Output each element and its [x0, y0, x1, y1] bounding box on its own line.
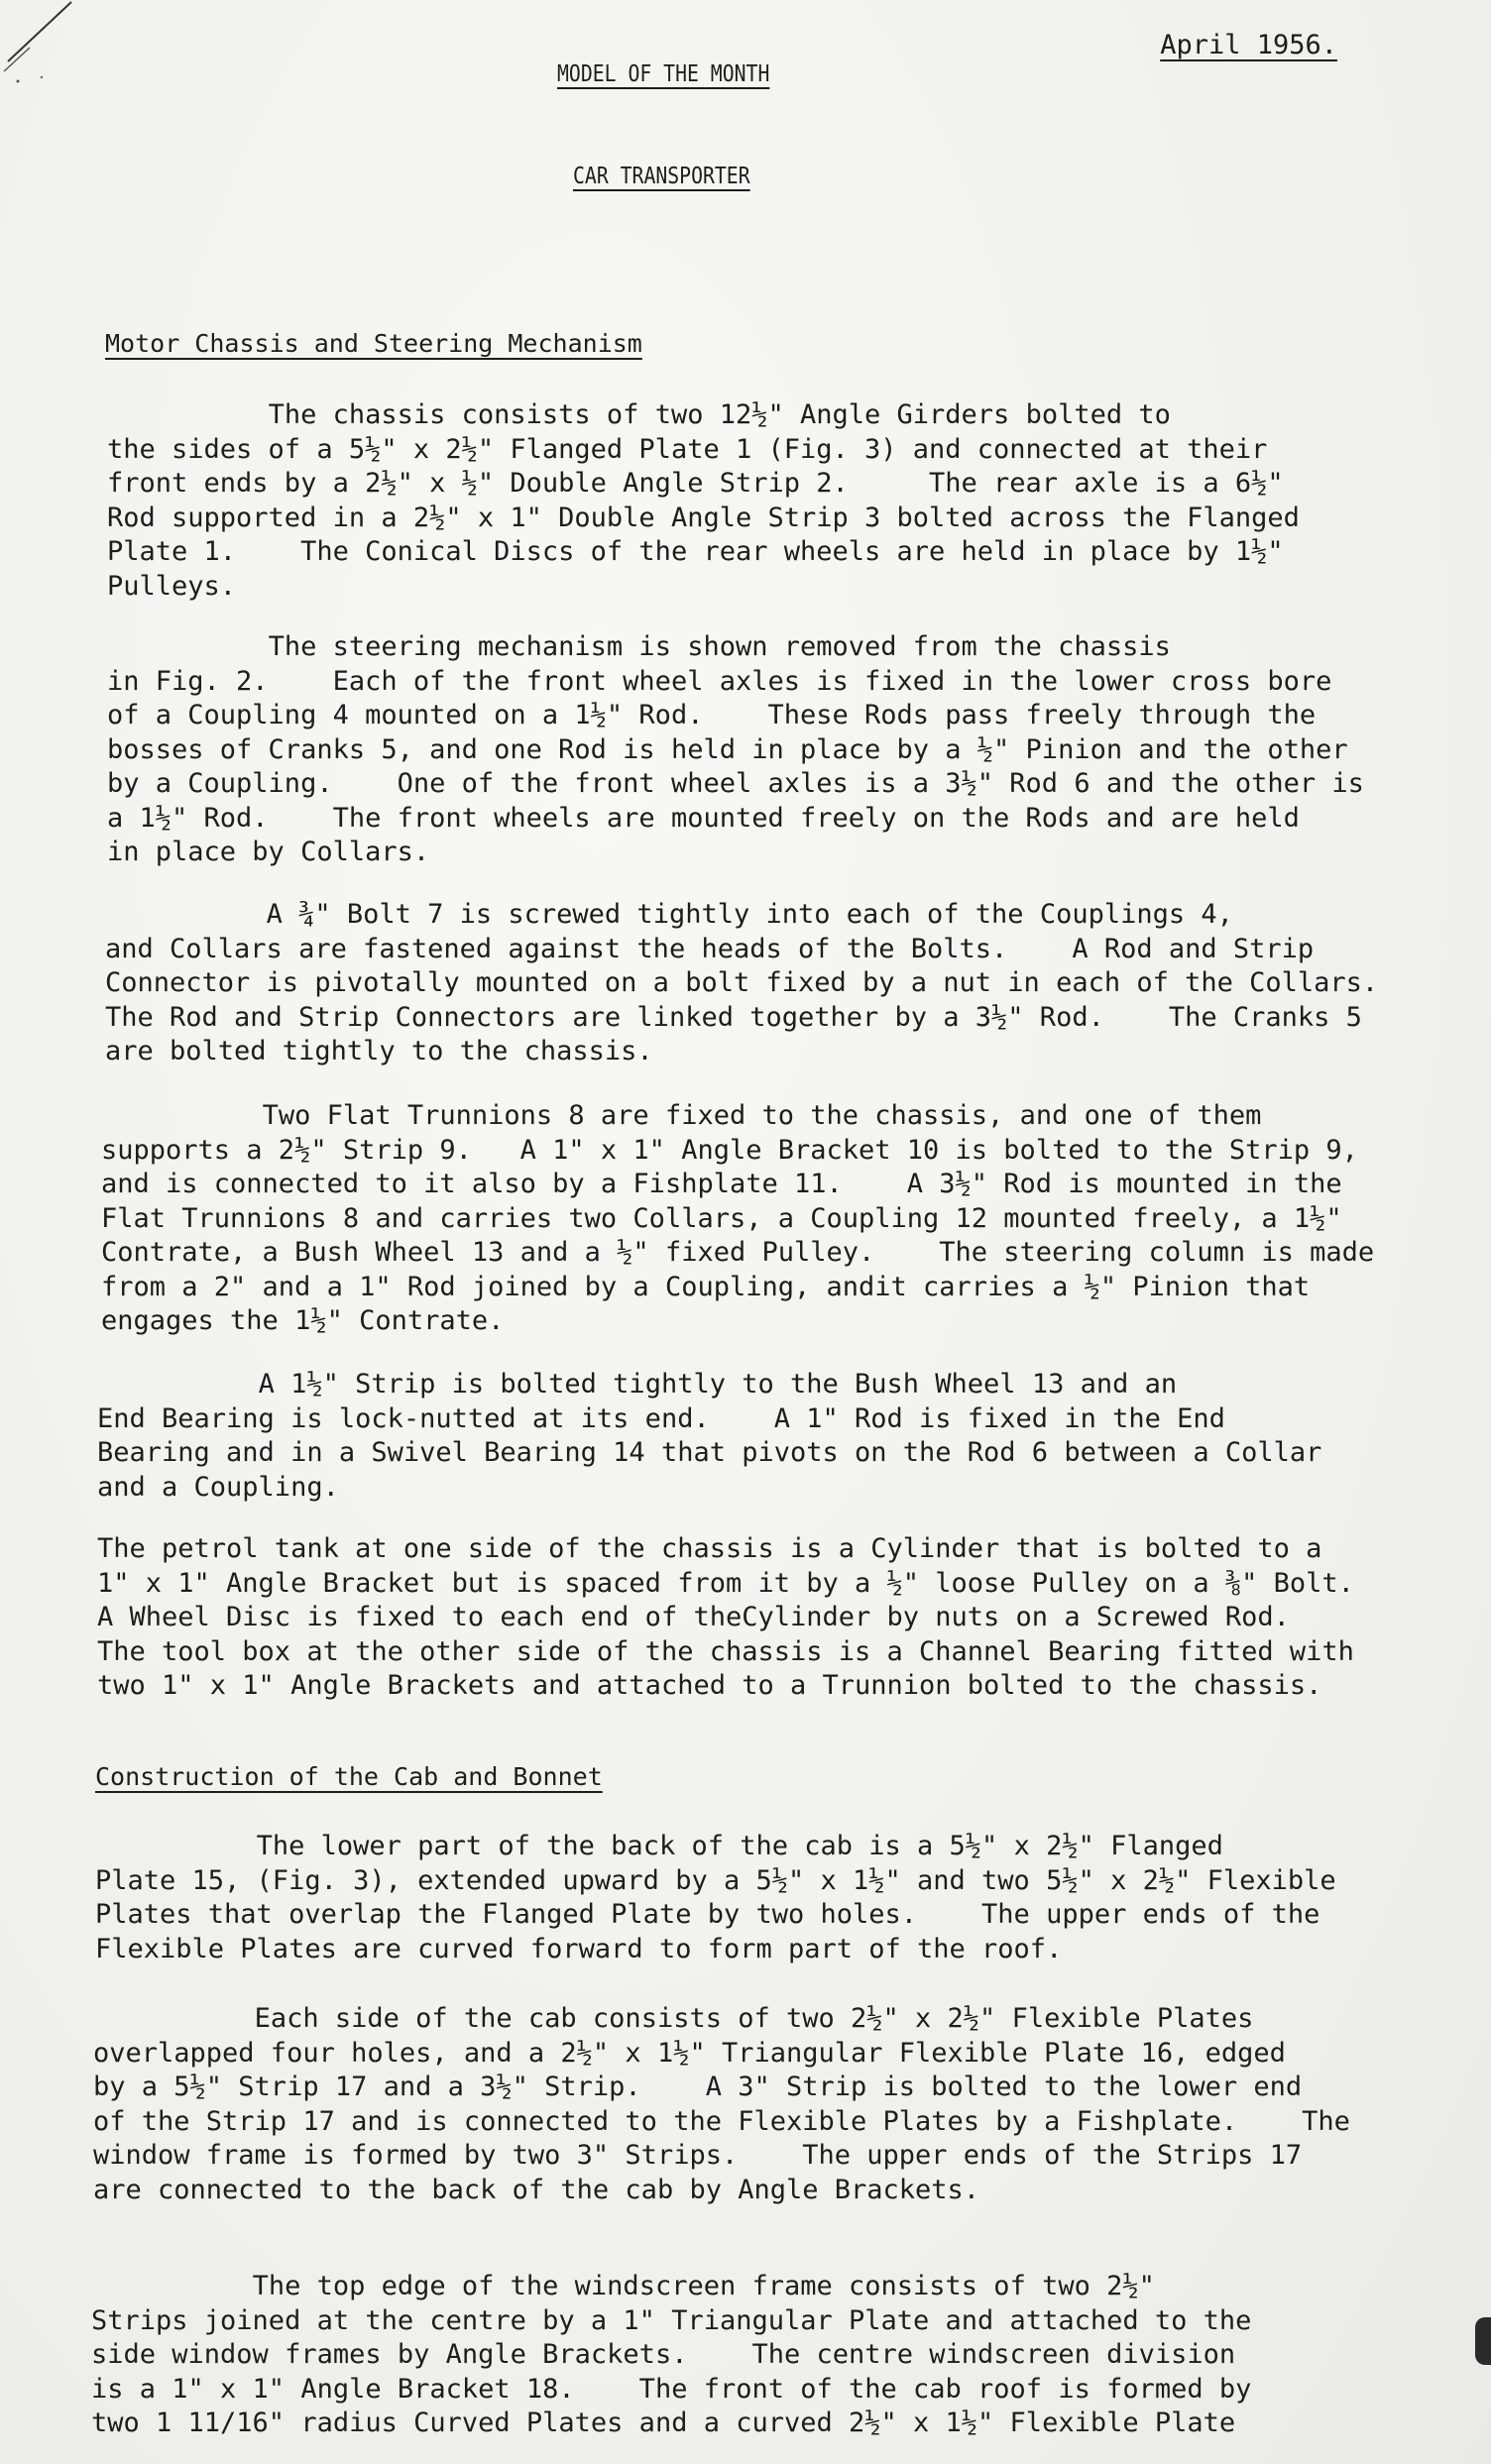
paragraph-bush-wheel-strip: A 1½" Strip is bolted tightly to the Bush Wheel 13 and an End Bearing is lock-nutted at its end. A 1" Rod is fixed in the End Bearing and in a Swivel Bearing 14 that pivots on the Rod 6 between a Collar and a Coupling.	[97, 1369, 1322, 1503]
paragraph-steering-mechanism: The steering mechanism is shown removed from the chassis in Fig. 2. Each of the front wheel axles is fixed in the lower cross bore of a Coupling 4 mounted on a 1½" Rod. These Rods pass freely through the bosses of Cranks 5, and one Rod is held in place by a ½" Pinion and the other by a Coupling. One of the front wheel axles is a 3½" Rod 6 and the other is a 1½" Rod. The front wheels are mounted freely on the Rods and are held in place by Collars.	[107, 631, 1364, 867]
paragraph-cab-sides: Each side of the cab consists of two 2½" x 2½" Flexible Plates overlapped four holes, and a 2½" x 1½" Triangular Flexible Plate 16, edged by a 5½" Strip 17 and a 3½" Strip. A 3" Strip is bolted to the lower end of the Strip 17 and is connected to the Flexible Plates by a Fishplate. The window frame is formed by two 3" Strips. The upper ends of the Strips 17 are connected to the back of the cab by Angle Brackets.	[93, 2003, 1350, 2205]
paragraph-flat-trunnions: Two Flat Trunnions 8 are fixed to the chassis, and one of them supports a 2½" Strip 9. A 1" x 1" Angle Bracket 10 is bolted to the Strip 9, and is connected to it also by a Fishplate 11. A 3½" Rod is mounted in the Flat Trunnions 8 and carries two Collars, a Coupling 12 mounted freely, a 1½" Contrate, a Bush Wheel 13 and a ½" fixed Pulley. The steering column is made from a 2" and a 1" Rod joined by a Coupling, andit carries a ½" Pinion that engages the 1½" Contrate.	[101, 1100, 1375, 1336]
paragraph-windscreen-frame: The top edge of the windscreen frame consists of two 2½" Strips joined at the centre by a 1" Triangular Plate and attached to the side window frames by Angle Brackets. The centre windscreen division is a 1" x 1" Angle Bracket 18. The front of the cab roof is formed by two 1 11/16" radius Curved Plates and a curved 2½" x 1½" Flexible Plate	[91, 2271, 1252, 2438]
document-subtitle: CAR TRANSPORTER	[573, 164, 750, 189]
document-title: MODEL OF THE MONTH	[557, 61, 770, 87]
ink-blot	[1475, 2317, 1491, 2365]
paragraph-bolts-and-collars: A ¾" Bolt 7 is screwed tightly into each of the Couplings 4, and Collars are fastened against the heads of the Bolts. A Rod and Strip Connector is pivotally mounted on a bolt fixed by a nut in each of the Collars. The Rod and Strip Connectors are linked together by a 3½" Rod. The Cranks 5 are bolted tightly to the chassis.	[105, 899, 1379, 1066]
paragraph-cab-back: The lower part of the back of the cab is a 5½" x 2½" Flanged Plate 15, (Fig. 3), extended upward by a 5½" x 1½" and two 5½" x 2½" Flexible Plates that overlap the Flanged Plate by two holes. The upper ends of the Flexible Plates are curved forward to form part of the roof.	[95, 1831, 1336, 1964]
paragraph-chassis: The chassis consists of two 12½" Angle Girders bolted to the sides of a 5½" x 2½" Flanged Plate 1 (Fig. 3) and connected at their front ends by a 2½" x ½" Double Angle Strip 2. The rear axle is a 6½" Rod supported in a 2½" x 1" Double Angle Strip 3 bolted across the Flanged Plate 1. The Conical Discs of the rear wheels are held in place by 1½" Pulleys.	[107, 399, 1300, 602]
section-heading-cab: Construction of the Cab and Bonnet	[95, 1762, 603, 1791]
document-date: April 1956.	[1160, 30, 1337, 60]
paragraph-petrol-tank: The petrol tank at one side of the chassis is a Cylinder that is bolted to a 1" x 1" Angle Bracket but is spaced from it by a ½" loose Pulley on a ⅜" Bolt. A Wheel Disc is fixed to each end of theCylinder by nuts on a Screwed Rod. The tool box at the other side of the chassis is a Channel Bearing fitted with two 1" x 1" Angle Brackets and attached to a Trunnion bolted to the chassis.	[97, 1533, 1354, 1701]
corner-scratch-mark	[0, 0, 89, 89]
section-heading-chassis: Motor Chassis and Steering Mechanism	[105, 329, 642, 358]
